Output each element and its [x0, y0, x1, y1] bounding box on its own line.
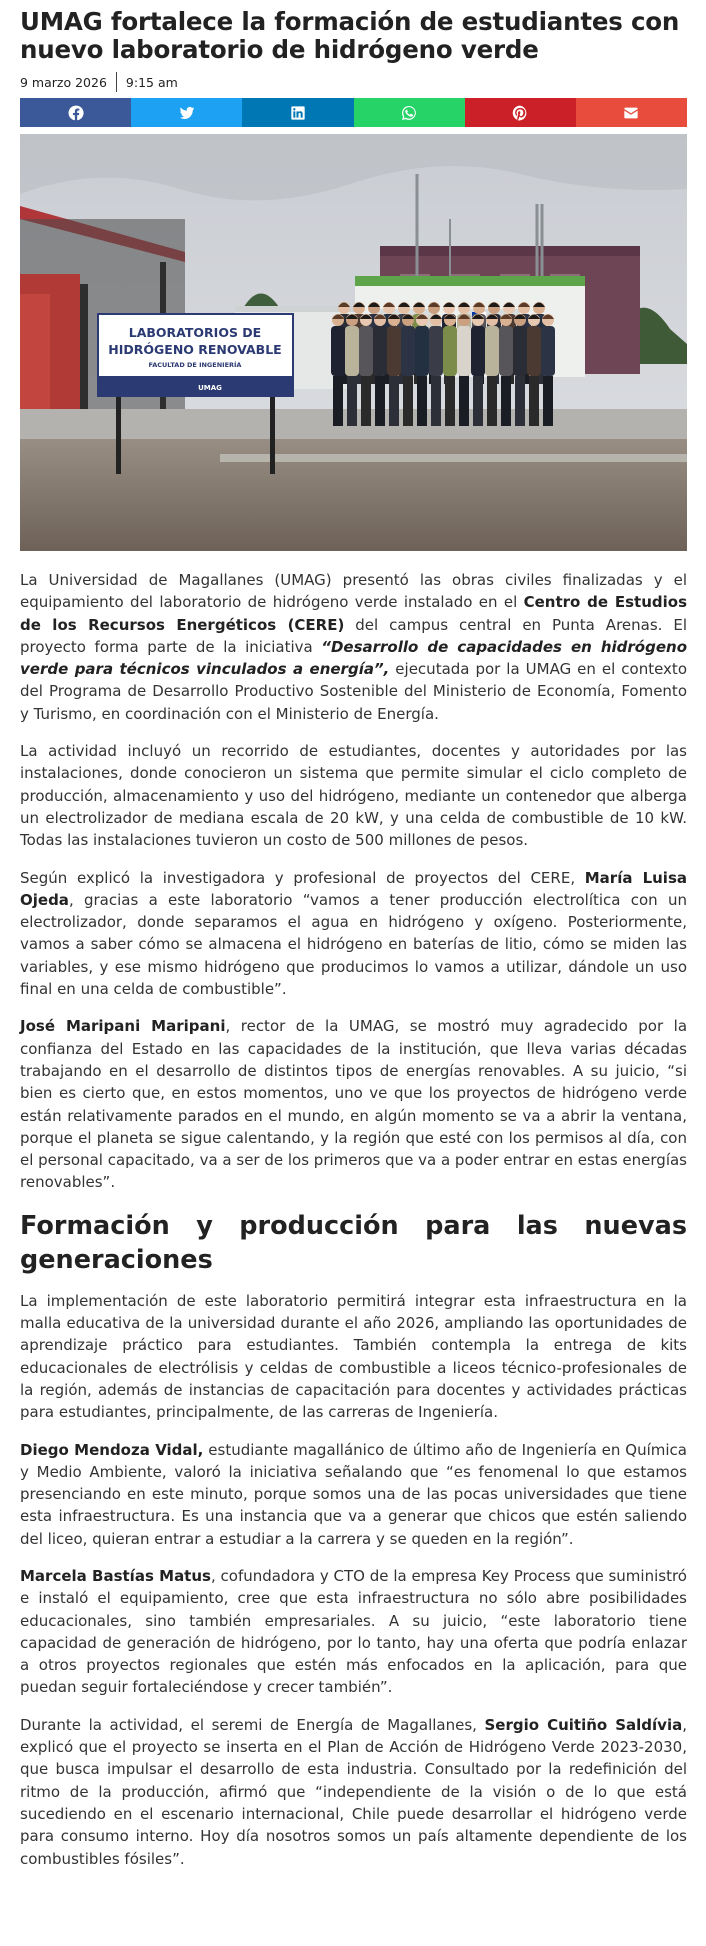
- linkedin-icon: [290, 105, 306, 121]
- paragraph-6: Diego Mendoza Vidal, estudiante magallánico de último año de Ingeniería en Química y Medio Ambiente, valoró la iniciativa señalando que “es fenomenal lo que estamos presenciando en este minuto, porque somos una de las pocas universidades que tiene esta infraestructura. Es una instancia que va a generar que chicos que estén saliendo del liceo, quieran entrar a estudiar a la carrera y se queden en la región”.: [20, 1440, 687, 1548]
- paragraph-1: La Universidad de Magallanes (UMAG) presentó las obras civiles finalizadas y el equipamiento del laboratorio de hidrógeno verde instalado en el Centro de Estudios de los Recursos Energéticos (CERE) del campus central en Punta Arenas. El proyecto forma parte de la iniciativa “Desarrollo de capacidades en hidrógeno verde para técnicos vinculados a energía”, ejecutada por la UMAG en el contexto del Programa de Desarrollo Productivo Sostenible del Ministerio de Economía, Fomento y Turismo, en coordinación con el Ministerio de Energía.: [20, 571, 688, 723]
- paragraph-2: La actividad incluyó un recorrido de estudiantes, docentes y autoridades por las instalaciones, donde conocieron un sistema que permite simular el ciclo completo de producción, almacenamiento y uso del hidrógeno, mediante un contenedor que alberga un electrolizador de mediana escala de 20 kW, y una celda de combustible de 10 kW. Todas las instalaciones tuvieron un costo de 500 millones de pesos.: [20, 742, 687, 850]
- section-heading: Formación y producción para las nuevas generaciones: [20, 1210, 687, 1275]
- sign-line-3: FACULTAD DE INGENIERÍA: [148, 361, 242, 369]
- article-title: UMAG fortalece la formación de estudiantes con nuevo laboratorio de hidrógeno verde: [20, 7, 680, 64]
- paragraph-4: José Maripani Maripani, rector de la UMAG, se mostró muy agradecido por la confianza del Estado en las capacidades de la institución, que lleva varias décadas trabajando en el desarrollo de distintos tipos de energías renovables. A su juicio, “si bien es cierto que, en estos momentos, uno ve que los proyectos de hidrógeno verde están relativamente parados en el mundo, en algún momento se va a abrir la ventana, porque el planeta se sigue calentando, y la región que esté con los permisos al día, con el personal capacitado, va a ser de los primeros que va a poder entrar en estas energías renovables”.: [20, 1017, 688, 1192]
- pinterest-icon: [512, 105, 528, 121]
- paragraph-5: La implementación de este laboratorio permitirá integrar esta infraestructura en la malla educativa de la universidad durante el año 2026, ampliando las oportunidades de aprendizaje práctico para estudiantes. También contempla la entrega de kits educacionales de electrólisis y celdas de combustible a liceos técnico-profesionales de la región, además de instancias de capacitación para docentes y actividades prácticas para estudiantes, principalmente, de las carreras de Ingeniería.: [20, 1291, 687, 1422]
- sign-line-1: LABORATORIOS DE: [128, 325, 262, 340]
- article-photo: [20, 134, 687, 551]
- share-twitter-button[interactable]: [131, 98, 242, 127]
- email-icon: [623, 105, 639, 121]
- meta-divider: [116, 72, 117, 92]
- share-bar: [20, 98, 687, 127]
- share-pinterest-button[interactable]: [465, 98, 576, 127]
- sign-logo: UMAG: [198, 384, 222, 392]
- paragraph-3: Según explicó la investigadora y profesional de proyectos del CERE, María Luisa Ojeda, gracias a este laboratorio “vamos a tener producción electrolítica con un electrolizador, donde separamos el agua en hidrógeno y oxígeno. Posteriormente, vamos a saber cómo se almacena el hidrógeno en baterías de litio, cómo se miden las variables, y ese mismo hidrógeno que producimos lo vamos a utilizar, dándole un uso final en una celda de combustible”.: [20, 868, 687, 999]
- twitter-icon: [179, 105, 195, 121]
- article-meta: [20, 72, 687, 92]
- paragraph-8: Durante la actividad, el seremi de Energía de Magallanes, Sergio Cuitiño Saldívia, explicó que el proyecto se inserta en el Plan de Acción de Hidrógeno Verde 2023-2030, que busca impulsar el desarrollo de esta industria. Consultado por la redefinición del ritmo de la producción, afirmó que “independiente de la visión o de lo que está sucediendo en el escenario internacional, Chile puede desarrollar el hidrógeno verde para consumo interno. Hoy día nosotros somos un país altamente dependiente de los combustibles fósiles”.: [20, 1715, 687, 1868]
- share-linkedin-button[interactable]: [242, 98, 353, 127]
- share-email-button[interactable]: [576, 98, 687, 127]
- paragraph-7: Marcela Bastías Matus, cofundadora y CTO de la empresa Key Process que suministró e instaló el equipamiento, cree que esta infraestructura no sólo abre posibilidades educacionales, sino también empresariales. A su juicio, “este laboratorio tiene capacidad de generación de hidrógeno, por lo tanto, hay una oferta que podría enlazar a otros proyectos regionales que estén más enfocados en la aplicación, para que puedan seguir fortaleciéndose y crecer también”.: [20, 1566, 687, 1697]
- article-time: 9:15 am: [125, 74, 178, 90]
- share-facebook-button[interactable]: [20, 98, 131, 127]
- whatsapp-icon: [401, 105, 417, 121]
- article-date: 9 marzo 2026: [20, 74, 107, 90]
- sign-line-2: HIDRÓGENO RENOVABLE: [108, 342, 282, 357]
- share-whatsapp-button[interactable]: [354, 98, 465, 127]
- facebook-icon: [68, 105, 84, 121]
